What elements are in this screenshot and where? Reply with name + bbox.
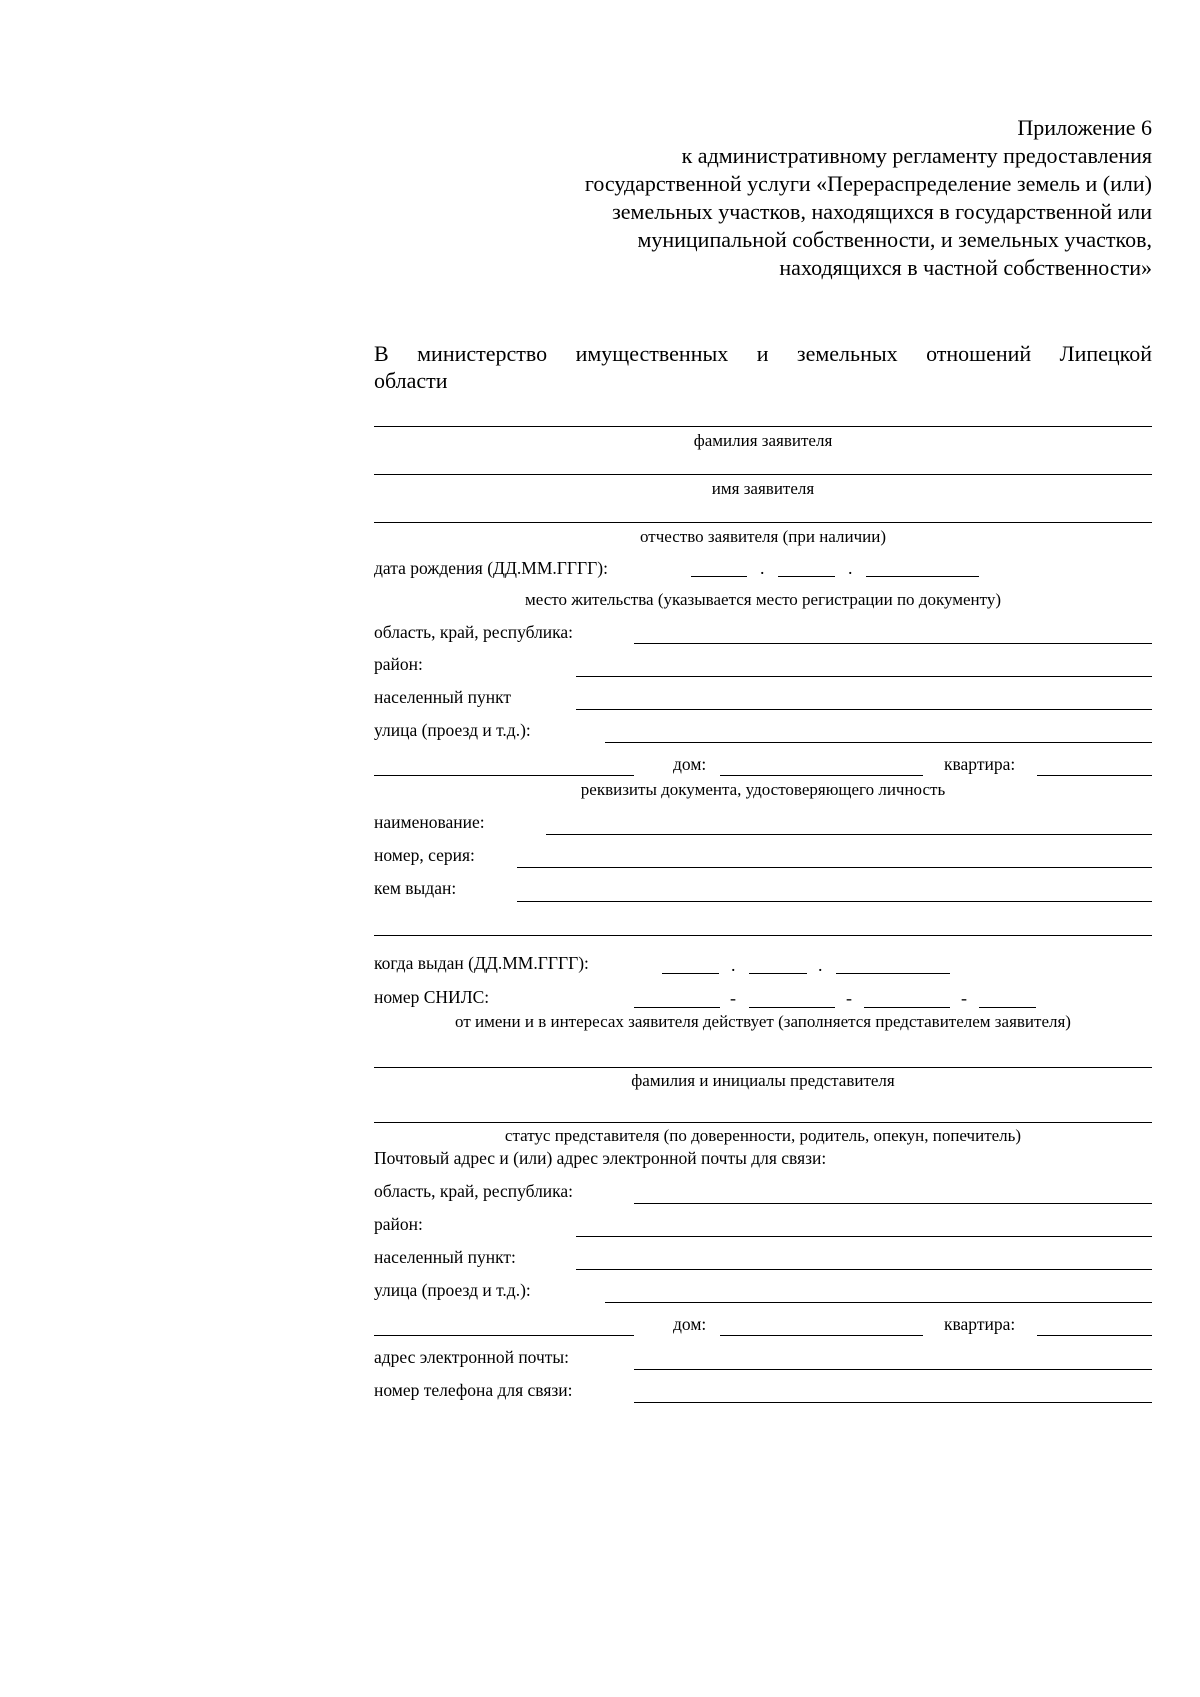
document-name-label: наименование: [374, 812, 485, 832]
document-number-field[interactable] [517, 867, 1152, 868]
contact-district-field[interactable] [576, 1236, 1152, 1237]
name-field[interactable] [374, 474, 1152, 475]
representative-status-caption: статус представителя (по доверенности, родитель, опекун, попечитель) [504, 1126, 1022, 1145]
document-number-label: номер, серия: [374, 845, 475, 865]
annex-line: земельных участков, находящихся в государственной или [612, 199, 1152, 224]
contact-apartment-field[interactable] [1037, 1335, 1152, 1336]
house-field[interactable] [720, 775, 923, 776]
email-label: адрес электронной почты: [374, 1347, 570, 1367]
document-name-field[interactable] [546, 834, 1152, 835]
snils-part-3-field[interactable] [864, 1007, 950, 1008]
patronymic-caption: отчество заявителя (при наличии) [640, 527, 886, 546]
residence-title: место жительства (указывается место регистрации по документу) [524, 590, 1002, 609]
snils-label: номер СНИЛС: [374, 987, 490, 1007]
locality-label: населенный пункт [374, 687, 512, 707]
contact-locality-label: населенный пункт: [374, 1247, 516, 1267]
annex-line: муниципальной собственности, и земельных участков, [637, 227, 1152, 252]
contact-street-field[interactable] [605, 1302, 1152, 1303]
contact-locality-field[interactable] [576, 1269, 1152, 1270]
birth-month-field[interactable] [778, 576, 835, 577]
addressee-line-1: В министерство имущественных и земельных отношений Липецкой [374, 341, 1152, 366]
apartment-label: квартира: [944, 754, 1016, 774]
locality-field[interactable] [576, 709, 1152, 710]
dash-separator: - [961, 988, 967, 1008]
birth-day-field[interactable] [691, 576, 747, 577]
snils-part-4-field[interactable] [979, 1007, 1036, 1008]
name-caption: имя заявителя [711, 479, 815, 498]
contact-apartment-label: квартира: [944, 1314, 1016, 1334]
district-field[interactable] [576, 676, 1152, 677]
dash-separator: - [730, 988, 736, 1008]
issued-by-field[interactable] [517, 901, 1152, 902]
issued-by-label: кем выдан: [374, 878, 457, 898]
birth-date-label: дата рождения (ДД.ММ.ГГГГ): [374, 558, 608, 578]
street-label: улица (проезд и т.д.): [374, 720, 531, 740]
contact-house-label: дом: [673, 1314, 707, 1334]
issued-month-field[interactable] [749, 973, 807, 974]
region-field[interactable] [634, 643, 1152, 644]
contact-title: Почтовый адрес и (или) адрес электронной почты для связи: [374, 1148, 827, 1168]
addressee-line-2: области [374, 368, 448, 393]
surname-field[interactable] [374, 426, 1152, 427]
birth-year-field[interactable] [866, 576, 979, 577]
representative-name-field[interactable] [374, 1067, 1152, 1068]
dot-separator: . [760, 558, 765, 578]
contact-region-label: область, край, республика: [374, 1181, 574, 1201]
issued-by-continuation-field[interactable] [374, 935, 1152, 936]
district-label: район: [374, 654, 423, 674]
email-field[interactable] [634, 1369, 1152, 1370]
dot-separator: . [848, 558, 853, 578]
id-document-title: реквизиты документа, удостоверяющего личность [580, 780, 946, 799]
contact-district-label: район: [374, 1214, 423, 1234]
apartment-field[interactable] [1037, 775, 1152, 776]
addressee [374, 340, 1152, 394]
surname-caption: фамилия заявителя [693, 431, 833, 450]
annex-line: находящихся в частной собственности» [779, 255, 1152, 280]
dash-separator: - [846, 988, 852, 1008]
issued-date-label: когда выдан (ДД.ММ.ГГГГ): [374, 953, 589, 973]
street-field[interactable] [605, 742, 1152, 743]
street-continuation-field[interactable] [374, 775, 634, 776]
contact-house-field[interactable] [720, 1335, 923, 1336]
annex-line: государственной услуги «Перераспределение земель и (или) [584, 171, 1152, 196]
annex-line: к административному регламенту предоставления [681, 143, 1152, 168]
dot-separator: . [818, 955, 823, 975]
representative-title: от имени и в интересах заявителя действует (заполняется представителем заявителя) [455, 1012, 1071, 1031]
annex-header [432, 114, 1152, 282]
representative-status-field[interactable] [374, 1122, 1152, 1123]
annex-line: Приложение 6 [1017, 115, 1152, 140]
house-label: дом: [673, 754, 707, 774]
contact-street-label: улица (проезд и т.д.): [374, 1280, 531, 1300]
snils-part-1-field[interactable] [634, 1007, 720, 1008]
patronymic-field[interactable] [374, 522, 1152, 523]
contact-street-continuation-field[interactable] [374, 1335, 634, 1336]
region-label: область, край, республика: [374, 622, 574, 642]
snils-part-2-field[interactable] [749, 1007, 835, 1008]
phone-field[interactable] [634, 1402, 1152, 1403]
phone-label: номер телефона для связи: [374, 1380, 573, 1400]
contact-region-field[interactable] [634, 1203, 1152, 1204]
dot-separator: . [731, 955, 736, 975]
issued-year-field[interactable] [836, 973, 950, 974]
representative-name-caption: фамилия и инициалы представителя [631, 1071, 895, 1090]
issued-day-field[interactable] [662, 973, 719, 974]
